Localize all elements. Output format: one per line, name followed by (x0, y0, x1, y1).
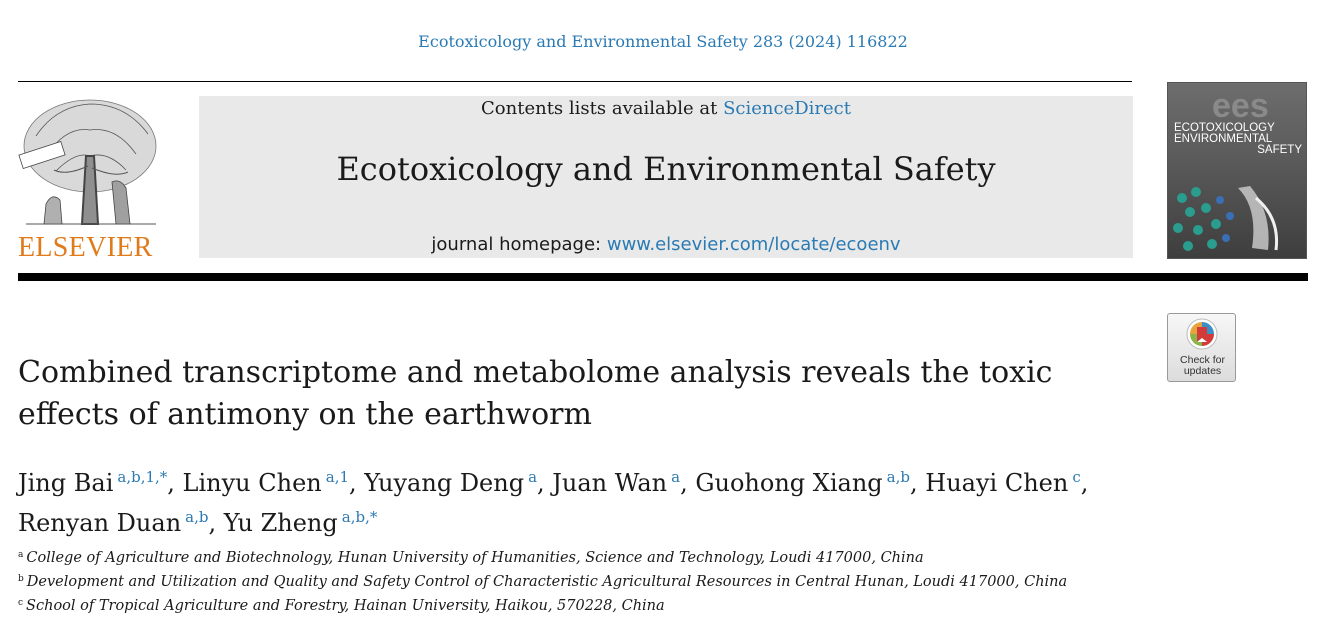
elsevier-tree-icon (16, 96, 162, 232)
journal-reference-link[interactable]: Ecotoxicology and Environmental Safety 283 (2024) 116822 (418, 32, 908, 51)
author-name: Guohong Xiang (695, 469, 883, 497)
crossmark-icon (1186, 318, 1218, 354)
author-separator: , (910, 469, 926, 497)
affiliation-marker: b (18, 574, 24, 584)
author[interactable] (552, 469, 695, 497)
affiliation-text: Development and Utilization and Quality and Safety Control of Characteristic Agricultural Resources in Central Hunan, Loudi 417000, China (26, 574, 1068, 590)
author-name: Jing Bai (18, 469, 114, 497)
author-name: Juan Wan (552, 469, 668, 497)
author-name: Renyan Duan (18, 509, 182, 537)
affiliation-text: College of Agriculture and Biotechnology, Hunan University of Humanities, Science and Technology, Loudi 417000, China (26, 550, 924, 566)
author[interactable] (695, 469, 925, 497)
author-separator: , (680, 469, 696, 497)
author-separator: , (167, 469, 183, 497)
affiliation-marker: a (18, 550, 24, 560)
affiliation-item (18, 569, 1218, 593)
contents-availability (199, 98, 1133, 119)
check-for-updates-label-line2: updates (1183, 365, 1222, 377)
author[interactable] (364, 469, 552, 497)
cover-title-line1: ECOTOXICOLOGY (1174, 122, 1275, 134)
author-affiliation-marker[interactable]: a,1 (325, 468, 350, 486)
journal-name: Ecotoxicology and Environmental Safety (336, 150, 996, 188)
affiliation-text: School of Tropical Agriculture and Forestry, Hainan University, Haikou, 570228, China (26, 598, 665, 614)
homepage-prefix: journal homepage: (431, 234, 607, 255)
cover-artwork-icon (1168, 178, 1307, 259)
author-name: Yu Zheng (223, 509, 338, 537)
header-thick-divider (18, 273, 1308, 281)
author[interactable] (18, 509, 224, 537)
journal-cover-thumbnail[interactable] (1167, 82, 1307, 259)
author-affiliation-marker[interactable]: a (528, 468, 538, 486)
contents-prefix: Contents lists available at (481, 98, 724, 119)
author-affiliation-marker[interactable]: c (1072, 468, 1081, 486)
cover-title-line2: ENVIRONMENTAL (1174, 133, 1273, 145)
author-affiliation-marker[interactable]: a,b (886, 468, 910, 486)
header-divider (18, 81, 1132, 82)
author-affiliation-marker[interactable]: a,b (185, 508, 209, 526)
check-for-updates-label-line1: Check for (1180, 354, 1225, 366)
cover-ees-mark: ees (1212, 87, 1269, 125)
author-affiliation-marker[interactable]: a,b,* (341, 508, 378, 526)
author-list (18, 460, 1148, 540)
journal-homepage (199, 234, 1133, 255)
author[interactable] (18, 469, 183, 497)
check-for-updates-label (1168, 355, 1237, 377)
affiliation-list (18, 545, 1218, 617)
author[interactable] (224, 509, 378, 537)
journal-homepage-link[interactable]: www.elsevier.com/locate/ecoenv (606, 234, 901, 255)
author-separator: , (349, 469, 365, 497)
cover-title (1174, 123, 1306, 156)
author-separator: , (208, 509, 224, 537)
author-affiliation-marker[interactable]: a,b,1,* (117, 468, 168, 486)
author-affiliation-marker[interactable]: a (671, 468, 681, 486)
cover-title-line3: SAFETY (1257, 144, 1302, 156)
check-for-updates-button[interactable] (1167, 313, 1236, 382)
affiliation-marker: c (18, 598, 24, 608)
author-name: Yuyang Deng (364, 469, 525, 497)
author-name: Linyu Chen (182, 469, 322, 497)
elsevier-logo[interactable] (16, 96, 166, 262)
sciencedirect-link[interactable]: ScienceDirect (723, 98, 851, 119)
article-title: Combined transcriptome and metabolome analysis reveals the toxic effects of antimony on the earthworm (18, 355, 1053, 432)
author-name: Huayi Chen (925, 469, 1069, 497)
affiliation-item (18, 593, 1218, 617)
author-separator: , (537, 469, 553, 497)
affiliation-item (18, 545, 1218, 569)
journal-banner (199, 96, 1133, 258)
author-separator: , (1080, 469, 1089, 497)
elsevier-wordmark: ELSEVIER (18, 232, 153, 263)
author[interactable] (183, 469, 365, 497)
author[interactable] (925, 469, 1088, 497)
